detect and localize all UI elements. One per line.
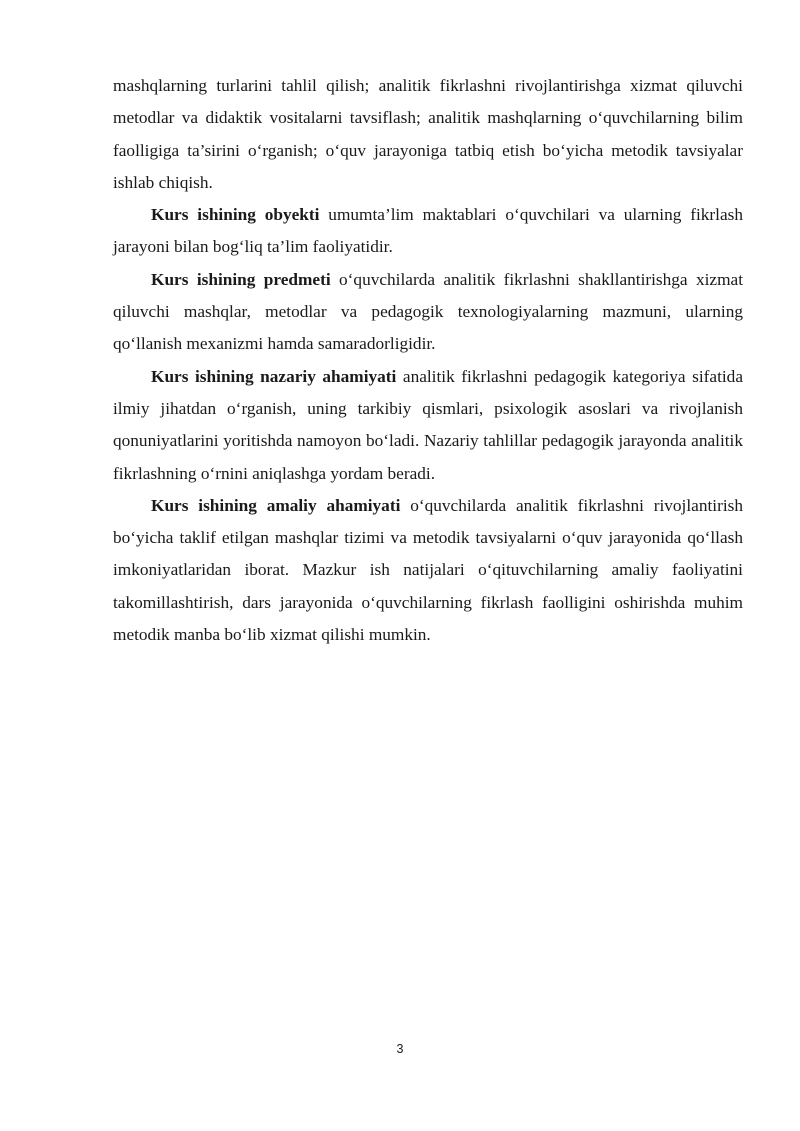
paragraph-continuation <box>113 70 743 199</box>
paragraph-practical-significance <box>113 490 743 651</box>
paragraph-subject <box>113 264 743 361</box>
paragraph-lead: Kurs ishining obyekti <box>151 205 320 225</box>
paragraph-lead: Kurs ishining nazariy ahamiyati <box>151 366 397 386</box>
paragraph-lead: Kurs ishining amaliy ahamiyati <box>151 495 401 515</box>
paragraph-lead: Kurs ishining predmeti <box>151 269 331 289</box>
page-number: 3 <box>396 1042 404 1056</box>
paragraph-text: analitik fikrlashni pedagogik kategoriya sifatida ilmiy jihatdan o‘rganish, uning tarkibiy qismlari, psixologik asoslari va rivojlanish qonuniyatlarini yoritishda namoyon bo‘ladi. Nazariy tahlillar pedagogik jarayonda analitik fikrlashning o‘rnini aniqlashga yordam beradi. <box>113 366 743 483</box>
paragraph-text: mashqlarning turlarini tahlil qilish; analitik fikrlashni rivojlantirishga xizmat qiluvchi metodlar va didaktik vositalarni tavsiflash; analitik mashqlarning o‘quvchilarning bilim faolligiga ta’sirini o‘rganish; o‘quv jarayoniga tatbiq etish bo‘yicha metodik tavsiyalar ishlab chiqish. <box>113 76 743 192</box>
paragraph-object <box>113 199 743 264</box>
paragraph-text: o‘quvchilarda analitik fikrlashni rivojlantirish bo‘yicha taklif etilgan mashqlar tizimi va metodik tavsiyalarni o‘quv jarayonida qo‘llash imkoniyatlaridan iborat. Mazkur ish natijalari o‘qituvchilarning amaliy faoliyatini takomillashtirish, dars jarayonida o‘quvchilarning fikrlash faolligini oshirishda muhim metodik manba bo‘lib xizmat qilishi mumkin. <box>113 495 743 645</box>
paragraph-text: o‘quvchilarda analitik fikrlashni shakllantirishga xizmat qiluvchi mashqlar, metodlar va pedagogik texnologiyalarning mazmuni, ularning qo‘llanish mexanizmi hamda samaradorligidir. <box>113 269 743 354</box>
paragraph-theoretical-significance <box>113 361 743 490</box>
paragraph-text: umumta’lim maktablari o‘quvchilari va ularning fikrlash jarayoni bilan bog‘liq ta’lim faoliyatidir. <box>113 205 743 257</box>
page-body <box>113 70 743 651</box>
